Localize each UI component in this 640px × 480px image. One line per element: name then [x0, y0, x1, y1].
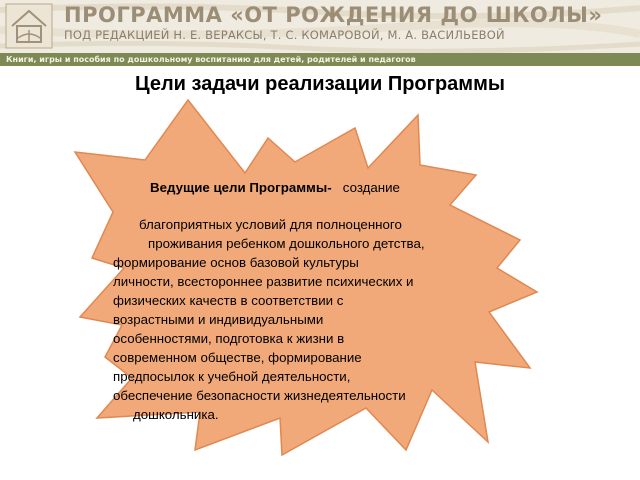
body-line: предпосылок к учебной деятельности, [113, 369, 351, 384]
body-line: обеспечение безопасности жизнедеятельности [113, 388, 406, 403]
body-line: современном обществе, формирование [113, 350, 362, 365]
body-line: особенностями, подготовка к жизни в [113, 331, 345, 346]
body-line: дошкольника. [133, 407, 219, 422]
body-line: возрастными и индивидуальными [113, 312, 324, 327]
program-editors: ПОД РЕДАКЦИЕЙ Н. Е. ВЕРАКСЫ, Т. С. КОМАРОВОЙ, М. А. ВАСИЛЬЕВОЙ [64, 28, 505, 42]
program-title: ПРОГРАММА «ОТ РОЖДЕНИЯ ДО ШКОЛЫ» [64, 3, 603, 27]
body-line: физических качеств в соответствии с [113, 293, 344, 308]
lead-rest: создание [331, 180, 400, 195]
slide-title: Цели задачи реализации Программы [135, 73, 505, 95]
body-line: личности, всестороннее развитие психических и [113, 274, 414, 289]
body-line: формирование основ базовой культуры [113, 255, 359, 270]
body-line: благоприятных условий для полноценного [139, 217, 402, 232]
lead-line [113, 178, 493, 197]
body-line: проживания ребенком дошкольного детства, [148, 236, 425, 251]
lead-bold: Ведущие цели Программы- [150, 180, 332, 195]
goals-text-block [113, 178, 493, 424]
tagline-text: Книги, игры и пособия по дошкольному воспитанию для детей, родителей и педагогов [6, 55, 416, 64]
